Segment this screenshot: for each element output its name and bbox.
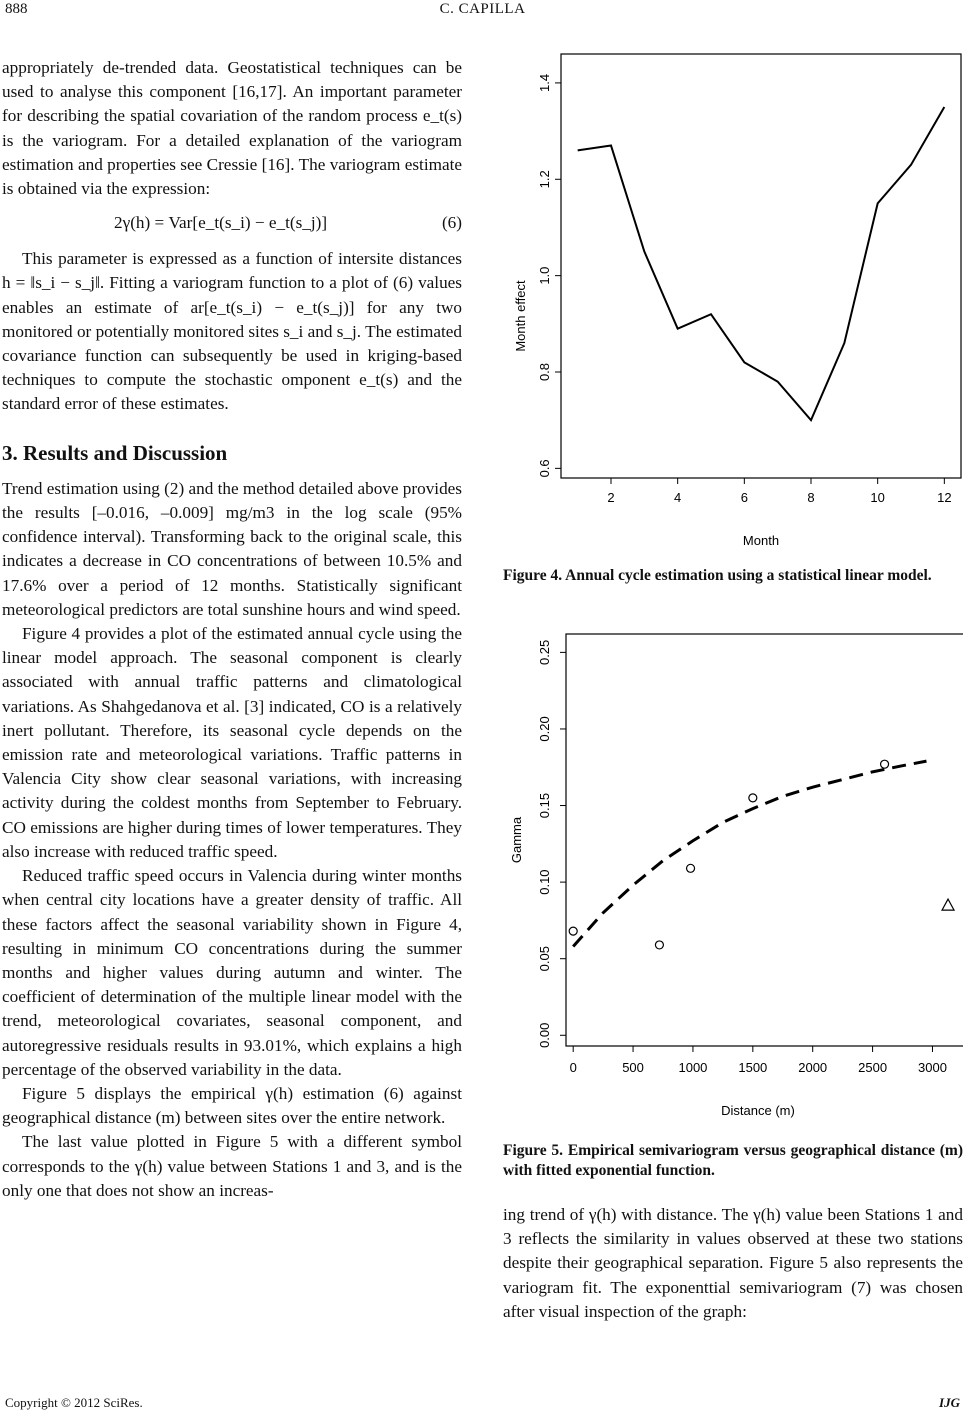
footer-journal: IJG bbox=[939, 1395, 960, 1410]
fig4-xtick-label: 8 bbox=[807, 490, 815, 505]
fig5-xtick-label: 2500 bbox=[858, 1060, 888, 1075]
fig5-xlabel: Distance (m) bbox=[721, 1103, 795, 1118]
fig5-point bbox=[687, 864, 695, 872]
paragraph-7: The last value plotted in Figure 5 with a different symbol corresponds to the γ(h) value between Stations 1 and 3, and is the only one that does not show an increas- bbox=[2, 1132, 462, 1200]
paragraph-5: Reduced traffic speed occurs in Valencia during winter months when central city locations have a greater density of traffic. All these factors affect the seasonal variability shown in Figure 4, resulting in minimum CO concentrations during the summer months and higher values during autumn and winter. The coefficient of determination of the multiple linear model with the trend, meteorological covariates, seasonal component, and autoregressive residuals results in 93.01%, which explains a high percentage of the observed variability in the data. bbox=[2, 866, 462, 1079]
fig5-ytick-label: 0.10 bbox=[537, 869, 552, 895]
fig5-xtick-label: 1000 bbox=[678, 1060, 708, 1075]
figure-5-caption: Figure 5. Empirical semivariogram versus geographical distance (m) with fitted exponential function. bbox=[503, 1142, 963, 1179]
running-header-author: C. CAPILLA bbox=[439, 1, 526, 17]
fig4-series-line bbox=[578, 107, 945, 420]
fig5-point bbox=[749, 794, 757, 802]
figure-4-caption: Figure 4. Annual cycle estimation using a statistical linear model. bbox=[503, 567, 932, 584]
fig5-ytick-label: 0.25 bbox=[537, 639, 552, 666]
equation-6-number: (6) bbox=[441, 213, 462, 233]
fig5-plot-frame bbox=[566, 634, 963, 1046]
footer-copyright: Copyright © 2012 SciRes. bbox=[5, 1395, 143, 1410]
fig5-triangle-point bbox=[942, 899, 954, 910]
fig4-ytick-label: 1.0 bbox=[537, 266, 552, 285]
fig5-xtick-label: 500 bbox=[622, 1060, 644, 1075]
figure-5-chart bbox=[503, 628, 963, 1138]
equation-6-formula: 2γ(h) = Var[e_t(s_i) − e_t(s_j)] bbox=[114, 213, 328, 233]
fig4-xlabel: Month bbox=[742, 533, 780, 548]
figure-4-chart bbox=[503, 48, 963, 553]
fig4-xtick-label: 12 bbox=[937, 490, 952, 505]
fig5-xtick-label: 3000 bbox=[918, 1060, 947, 1075]
fig4-ytick-label: 1.2 bbox=[537, 170, 552, 189]
fig4-ytick-label: 1.4 bbox=[537, 73, 552, 92]
paragraph-3: Trend estimation using (2) and the method detailed above provides the results [–0.016, –0.009] mg/m3 in the log scale (95% confidence interval). Transforming back to the original scale, this indicates a decrease in CO concentrations of between 10.5% and 17.6% over a period of 12 months. Statistically significant meteorological predictors are total sunshine hours and wind speed. bbox=[2, 478, 462, 619]
equation-6 bbox=[2, 201, 462, 247]
fig4-xtick-label: 6 bbox=[740, 490, 748, 505]
right-paragraph-1: ing trend of γ(h) with distance. The γ(h) value been Stations 1 and 3 reflects the similarity in values observed at these two stations despite their geographical separation. Figure 5 also represents the variogram fit. The exponenttial semivariogram (7) was chosen after visual inspection of the graph: bbox=[503, 1205, 963, 1321]
fig5-ytick-label: 0.00 bbox=[537, 1022, 552, 1048]
paragraph-1: appropriately de-trended data. Geostatistical techniques can be used to analyse this component [16,17]. An important parameter for describing the spatial covariation of the random process e_t(s) is the variogram. For a detailed explanation of the variogram estimation and properties see Cressie [16]. The variogram estimate is obtained via the expression: bbox=[2, 58, 462, 199]
fig4-ytick-label: 0.6 bbox=[537, 459, 552, 478]
fig5-xtick-label: 0 bbox=[569, 1060, 577, 1075]
left-column bbox=[2, 56, 462, 1203]
paragraph-2: This parameter is expressed as a function of intersite distances h = ‖s_i − s_j‖. Fitting a variogram function to a plot of (6) values enables an estimate of ar[e_t(s_i) − e_t(s_j)] for any two monitored or potentially monitored sites s_i and s_j. The estimated covariance function can subsequently be used in kriging-based techniques to compute the stochastic omponent e_t(s) and the standard error of these estimates. bbox=[2, 249, 462, 414]
page-number: 888 bbox=[5, 1, 28, 17]
fig4-xtick-label: 10 bbox=[870, 490, 885, 505]
paragraph-4: Figure 4 provides a plot of the estimated annual cycle using the linear model approach. The seasonal component is clearly associated with annual traffic patterns and climatological variations. As Shahgedanova et al. [3] indicated, CO is a relatively inert pollutant. Therefore, its seasonal cycle depends on the emission rate and meteorological variations. Traffic patterns in Valencia City show clear seasonal variations, with increasing activity during the coldest months from September to February. CO emissions are higher during times of lower temperatures. They also increase with reduced traffic speed. bbox=[2, 624, 462, 861]
fig4-plot-frame bbox=[561, 54, 961, 478]
fig4-xtick-label: 2 bbox=[607, 490, 615, 505]
fig5-ytick-label: 0.05 bbox=[537, 946, 552, 972]
fig4-ytick-label: 0.8 bbox=[537, 362, 552, 382]
paragraph-6: Figure 5 displays the empirical γ(h) estimation (6) against geographical distance (m) between sites over the entire network. bbox=[2, 1083, 462, 1128]
fig5-point bbox=[655, 941, 663, 949]
section-heading: 3. Results and Discussion bbox=[2, 440, 228, 465]
fig5-fitted-curve bbox=[573, 761, 926, 946]
fig5-point bbox=[881, 760, 889, 768]
fig5-ylabel: Gamma bbox=[509, 816, 524, 864]
right-column-text bbox=[503, 1203, 963, 1324]
fig4-xtick-label: 4 bbox=[674, 490, 682, 505]
fig4-ylabel: Month effect bbox=[513, 280, 528, 352]
fig5-xtick-label: 1500 bbox=[738, 1060, 768, 1075]
fig5-xtick-label: 2000 bbox=[798, 1060, 828, 1075]
fig5-point bbox=[569, 927, 577, 935]
fig5-ytick-label: 0.20 bbox=[537, 716, 552, 742]
fig5-ytick-label: 0.15 bbox=[537, 792, 552, 819]
